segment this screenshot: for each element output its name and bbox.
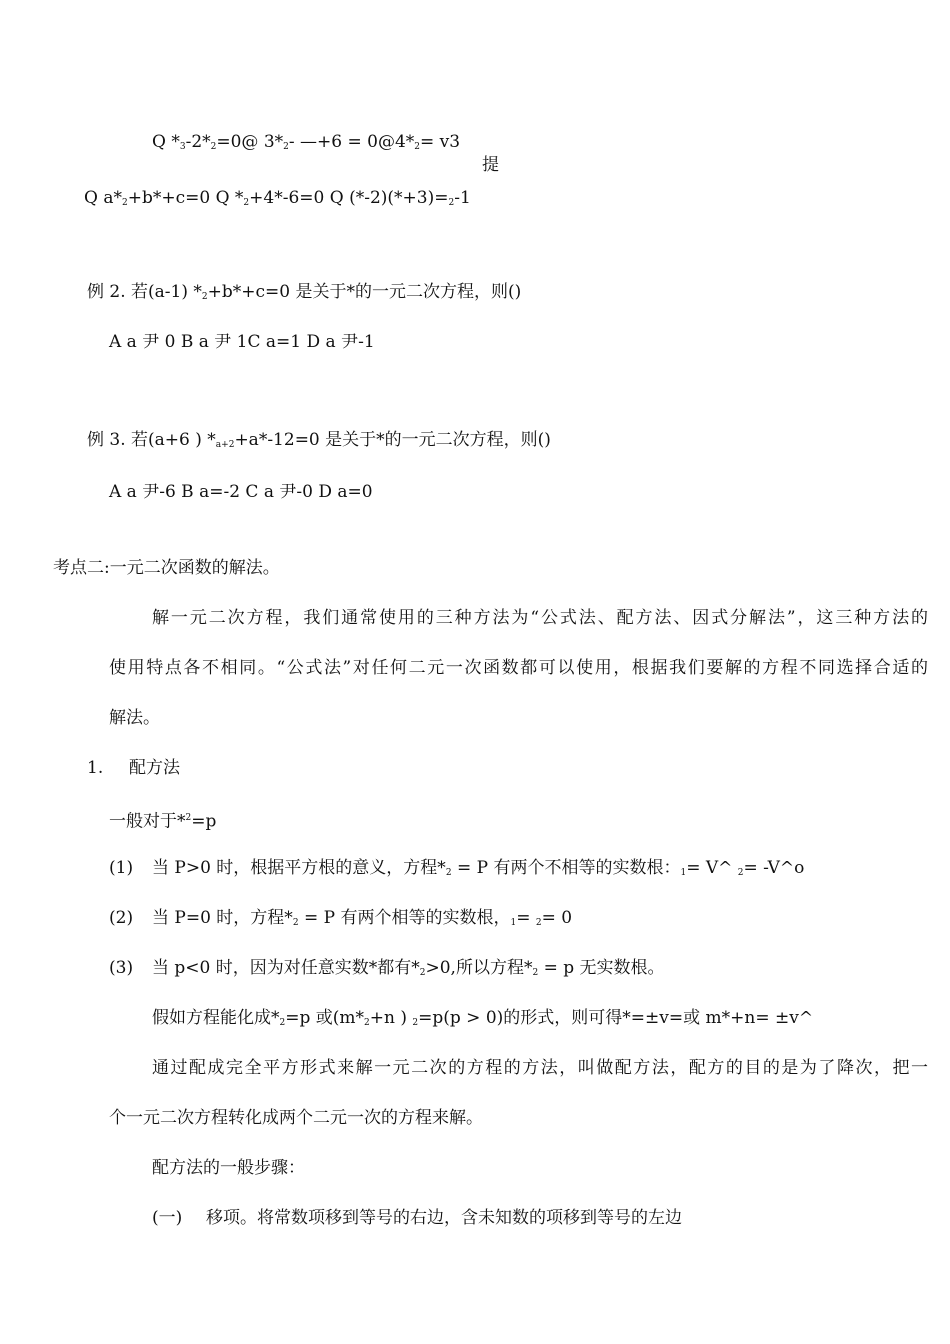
formula-line-1: Q $*_3-2*_2=0@$ $3*_2-$ —+6 = $0@4*_2= v3$ bbox=[152, 132, 461, 152]
formula-line-2: Q $a*_2+b*+c=0$ Q $*_2+4*-6=0$ Q $(*-2)(*+3)=_2-1$ bbox=[84, 188, 471, 208]
list-item-1-number: 1. bbox=[87, 758, 104, 778]
list-item-1-label: 配方法 bbox=[129, 758, 180, 778]
general-statement: 一般对于*$^2$=p bbox=[109, 811, 217, 832]
case-1-number: (1) bbox=[109, 858, 134, 878]
paragraph-1-line-3: 解法。 bbox=[109, 708, 160, 728]
case-3-number: (3) bbox=[109, 958, 134, 978]
step-1-number: (一) bbox=[152, 1208, 183, 1228]
example-2-question: 例 2. 若(a-1) $*_2+b*+c=0$ 是关于*的一元二次方程，则() bbox=[87, 282, 522, 302]
conversion-statement: 假如方程能化成$*_2=p$ 或($m*_2+n$ ) $_2$=p(p > 0)的形式，则可得*=±v=或 m*+n= ±v^ bbox=[152, 1008, 814, 1028]
paragraph-2-line-2: 个一元二次方程转化成两个二元一次的方程来解。 bbox=[109, 1108, 483, 1128]
case-3-text: 当 p<0 时，因为对任意实数*都有$*_2>0$,所以方程$*_2 = p$ 无实数根。 bbox=[152, 958, 665, 978]
case-2-number: (2) bbox=[109, 908, 134, 928]
steps-title: 配方法的一般步骤： bbox=[152, 1158, 305, 1178]
case-2-text: 当 P=0 时，方程$*_2 = P$ 有两个相等的实数根，$_1$= $_2$= 0 bbox=[152, 908, 573, 928]
example-2-options: A a 尹 0 B a 尹 1C a=1 D a 尹-1 bbox=[109, 332, 375, 352]
example-3-options: A a 尹-6 B a=-2 C a 尹-0 D a=0 bbox=[109, 482, 373, 502]
step-1-text: 移项。将常数项移到等号的右边，含未知数的项移到等号的左边 bbox=[206, 1208, 682, 1228]
paragraph-1-line-2: 使用特点各不相同。“公式法”对任何二元一次函数都可以使用，根据我们要解的方程不同选择合适的 bbox=[109, 658, 928, 678]
paragraph-1-line-1: 解一元二次方程，我们通常使用的三种方法为“公式法、配方法、因式分解法”，这三种方法的 bbox=[152, 608, 928, 628]
section-heading: 考点二:一元二次函数的解法。 bbox=[53, 558, 280, 578]
example-3-question: 例 3. 若(a+6 ) $*_{a+2}+a*-12=0$ 是关于*的一元二次方程，则() bbox=[87, 430, 551, 450]
formula-side-note: 提 bbox=[482, 155, 499, 175]
paragraph-2-line-1: 通过配成完全平方形式来解一元二次的方程的方法，叫做配方法，配方的目的是为了降次，把一 bbox=[152, 1058, 928, 1078]
case-1-text: 当 P>0 时，根据平方根的意义，方程$*_2 = P$ 有两个不相等的实数根：$_1$= V^ $_2$= -V^o bbox=[152, 858, 805, 878]
